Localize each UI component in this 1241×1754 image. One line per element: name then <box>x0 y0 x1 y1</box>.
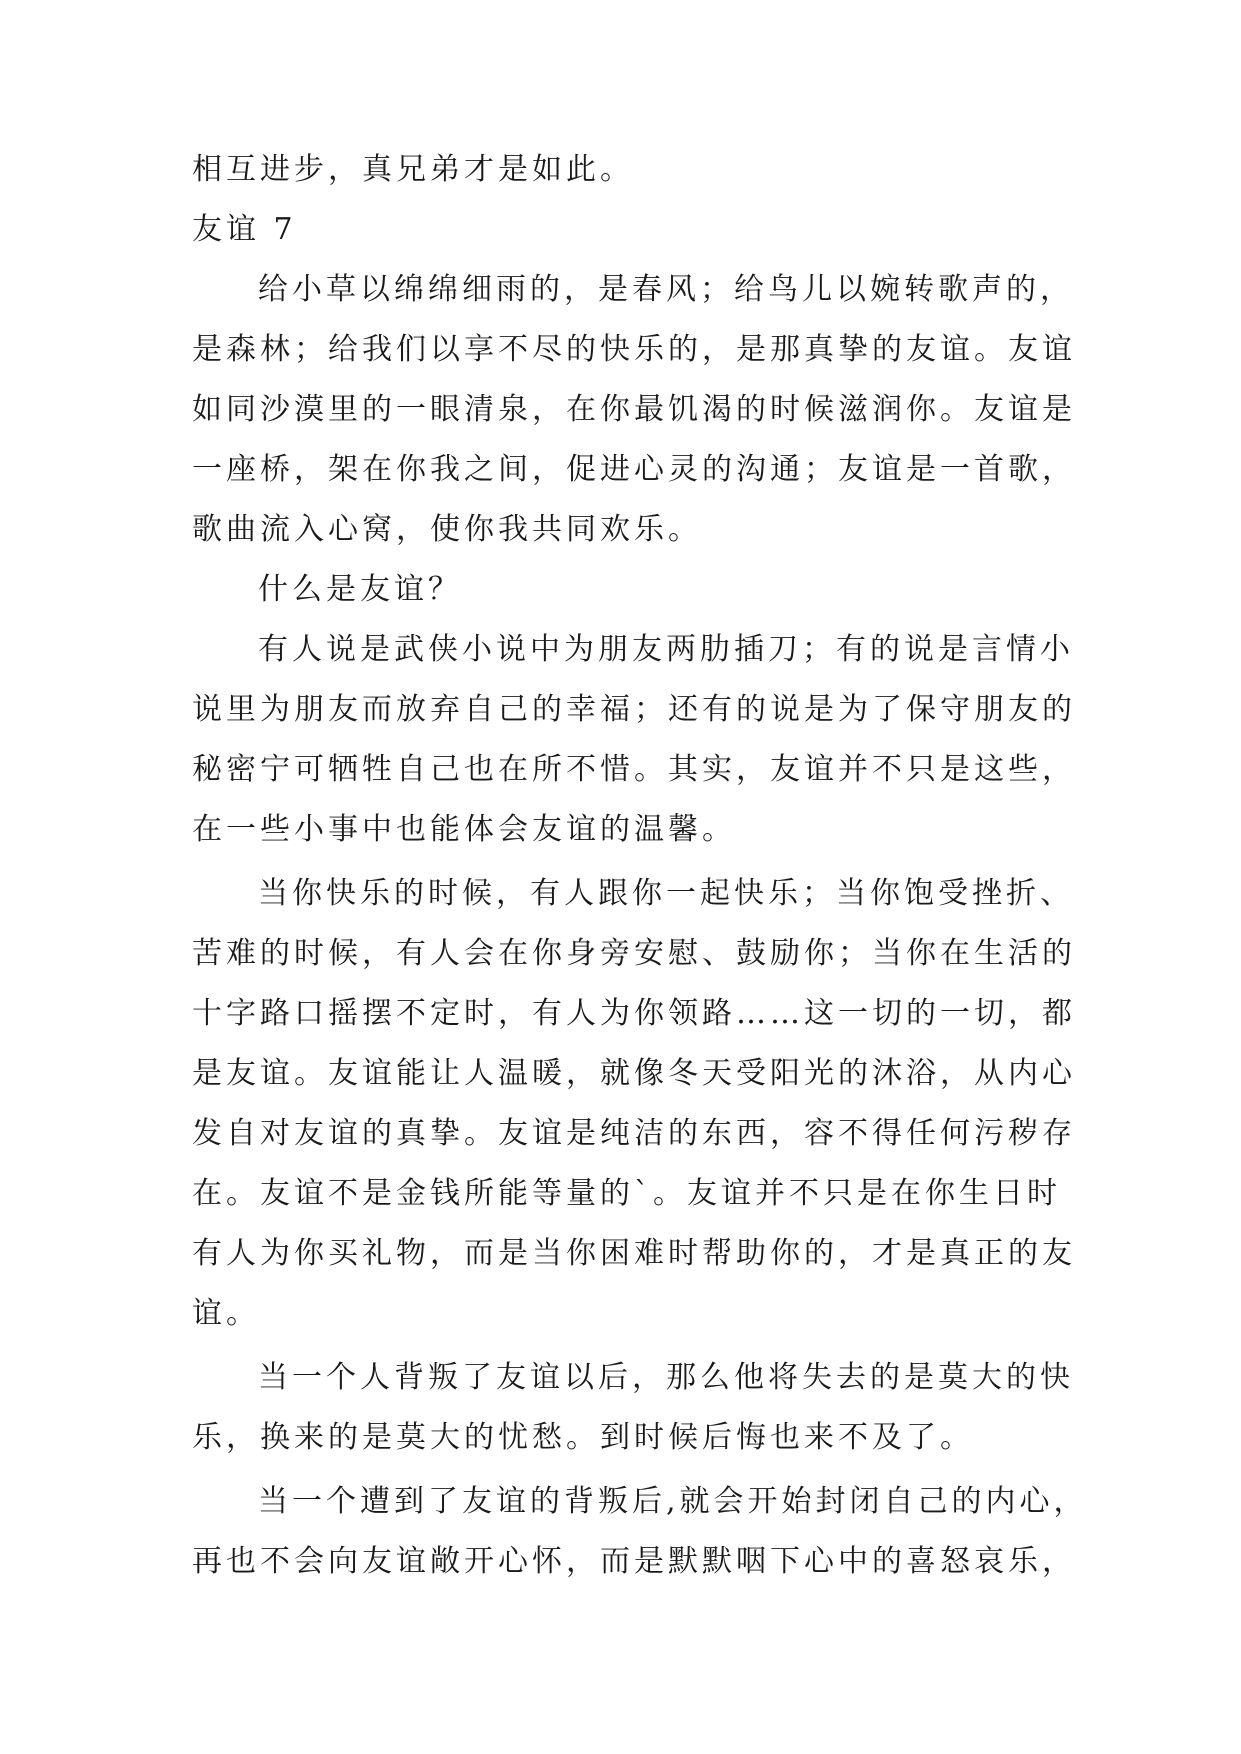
text-line: 当你快乐的时候，有人跟你一起快乐；当你饱受挫折、 <box>258 876 1074 911</box>
text-line: 什么是友谊？ <box>258 572 462 607</box>
text-line: 十字路口摇摆不定时，有人为你领路……这一切的一切，都 <box>192 996 1076 1031</box>
text-line: 在。友谊不是金钱所能等量的`。友谊并不只是在你生日时 <box>192 1176 1061 1211</box>
text-line: 再也不会向友谊敞开心怀，而是默默咽下心中的喜怒哀乐， <box>192 1544 1076 1579</box>
text-line: 有人说是武侠小说中为朋友两肋插刀；有的说是言情小 <box>258 632 1074 667</box>
text-line: 乐，换来的是莫大的忧愁。到时候后悔也来不及了。 <box>192 1420 974 1455</box>
text-line: 给小草以绵绵细雨的，是春风；给鸟儿以婉转歌声的， <box>258 272 1074 307</box>
text-line: 是友谊。友谊能让人温暖，就像冬天受阳光的沐浴，从内心 <box>192 1056 1076 1091</box>
text-line: 歌曲流入心窝，使你我共同欢乐。 <box>192 512 702 547</box>
text-line: 如同沙漠里的一眼清泉，在你最饥渴的时候滋润你。友谊是 <box>192 392 1076 427</box>
text-line: 谊。 <box>192 1296 260 1331</box>
text-line: 当一个人背叛了友谊以后，那么他将失去的是莫大的快 <box>258 1360 1074 1395</box>
text-line: 相互进步，真兄弟才是如此。 <box>192 152 634 187</box>
text-line: 有人为你买礼物，而是当你困难时帮助你的，才是真正的友 <box>192 1236 1076 1271</box>
text-line: 一座桥，架在你我之间，促进心灵的沟通；友谊是一首歌， <box>192 452 1076 487</box>
text-line: 当一个遭到了友谊的背叛后,就会开始封闭自己的内心， <box>258 1484 1088 1519</box>
text-line: 发自对友谊的真挚。友谊是纯洁的东西，容不得任何污秽存 <box>192 1116 1076 1151</box>
text-line: 说里为朋友而放弃自己的幸福；还有的说是为了保守朋友的 <box>192 692 1076 727</box>
section-heading: 友谊 7 <box>192 212 297 247</box>
text-line: 秘密宁可牺牲自己也在所不惜。其实，友谊并不只是这些， <box>192 752 1076 787</box>
text-line: 是森林；给我们以享不尽的快乐的，是那真挚的友谊。友谊 <box>192 332 1076 367</box>
text-line: 在一些小事中也能体会友谊的温馨。 <box>192 812 736 847</box>
text-line: 苦难的时候，有人会在你身旁安慰、鼓励你；当你在生活的 <box>192 936 1076 971</box>
